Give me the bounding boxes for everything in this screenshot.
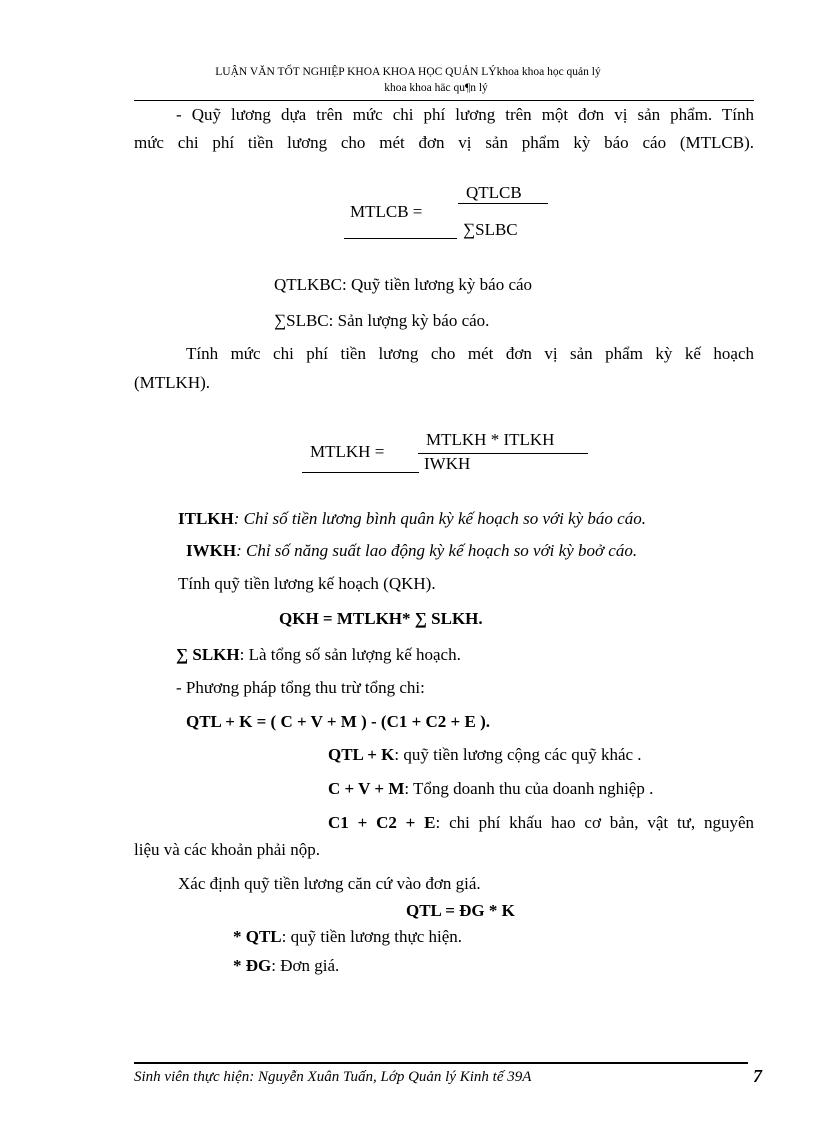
qkh-formula: QKH = MTLKH* ∑ SLKH. [279,609,483,628]
sum-symbol: ∑ [274,311,287,330]
def-slbc: ∑SLBC: Sản lượng kỳ báo cáo. [274,311,490,330]
footer-rule [134,1062,748,1064]
header-rule [134,100,754,101]
def-c12e-cont: liệu và các khoản phải nộp. [134,840,320,859]
formula1-underline [344,238,457,239]
header-line-1: LUẬN VĂN TỐT NGHIỆP KHOA KHOA HỌC QUẢN LÝkhoa khoa học quản lý [215,66,601,78]
dg-intro: Xác định quỹ tiền lương căn cứ vào đơn giá. [178,874,481,893]
dg-formula: QTL = ĐG * K [406,901,515,920]
itlkh-term: ITLKH [178,509,234,528]
def-cvm: C + V + M: Tổng doanh thu của doanh nghiệp . [328,779,654,798]
sum-symbol: ∑ [176,645,189,664]
method-heading: - Phương pháp tổng thu trừ tổng chi: [176,678,425,697]
def-slkh: ∑ SLKH: Là tổng số sản lượng kế hoạch. [176,645,461,664]
def-qtlkbc: QTLKBC: Quỹ tiền lương kỳ báo cáo [274,275,533,294]
def-iwkh: IWKH: Chỉ số năng suất lao động kỳ kế hoạch so với kỳ boở cáo. [186,541,638,560]
iwkh-term: IWKH [186,541,237,560]
bullet-dg: * ĐG: Đơn giá. [233,956,340,975]
def-qtlk: QTL + K: quỹ tiền lương cộng các quỹ khác . [328,745,642,764]
qkh-intro: Tính quỹ tiền lương kế hoạch (QKH). [178,574,436,593]
formula1-denominator: ∑SLBC [463,220,518,239]
formula2-lhs: MTLKH = [310,442,385,461]
para1-line1: - Quỹ lương dựa trên mức chi phí lương trên một đơn vị sản phẩm. Tính [176,105,754,124]
sum-symbol: ∑ [414,609,427,628]
formula1-fraction-bar [458,203,548,204]
def-itlkh: ITLKH: Chỉ số tiền lương bình quân kỳ kế hoạch so với kỳ báo cáo. [178,509,646,528]
formula1-numerator: QTLCB [466,183,522,202]
formula1-lhs: MTLCB = [350,202,423,221]
formula2-numerator: MTLKH * ITLKH [426,430,555,449]
def-c12e: C1 + C2 + E: chi phí khấu hao cơ bản, vật tư, nguyên [328,813,754,832]
bullet-qtl: * QTL: quỹ tiền lương thực hiện. [233,927,463,946]
page-number: 7 [753,1066,762,1086]
formula2-underline [302,472,419,473]
qtlk-formula: QTL + K = ( C + V + M ) - (C1 + C2 + E ). [186,712,490,731]
footer-text: Sinh viên thực hiện: Nguyễn Xuân Tuấn, Lớp Quản lý Kinh tế 39A [134,1069,532,1085]
para2-line2: (MTLKH). [134,373,211,392]
sum-symbol: ∑ [463,220,476,239]
para1-line2: mức chi phí tiền lương cho mét đơn vị sản phẩm kỳ báo cáo (MTLCB). [134,133,754,152]
header-line-2: khoa khoa häc qu¶n lý [384,82,488,94]
para2-line1: Tính mức chi phí tiền lương cho mét đơn vị sản phẩm kỳ kế hoạch [186,344,754,363]
formula2-denominator: IWKH [424,454,471,473]
